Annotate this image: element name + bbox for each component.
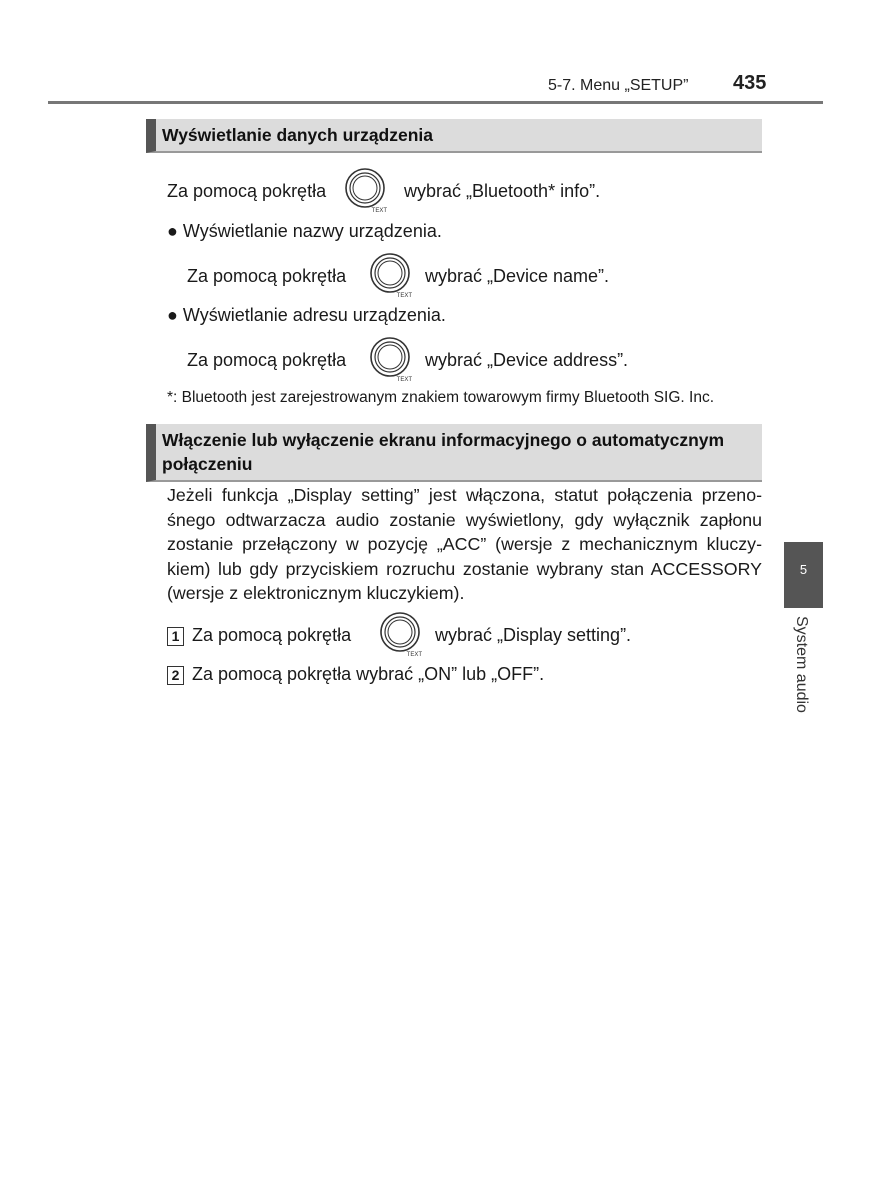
page-number: 435 — [733, 72, 767, 94]
section1-intro-post: wybrać „Bluetooth* info”. — [404, 181, 601, 201]
step-text: Za pomocą pokrętła wybrać „ON” lub „OFF”. — [192, 664, 545, 684]
step-item — [167, 625, 351, 646]
tune-knob-icon — [377, 611, 423, 657]
section2-heading — [146, 424, 762, 482]
bullet1-instr-post: wybrać „Device name”. — [425, 266, 610, 286]
bullet2-instr-post: wybrać „Device address”. — [425, 350, 629, 370]
bullet-dot-icon: ● — [167, 305, 178, 325]
step-text-pre: Za pomocą pokrętła — [192, 625, 352, 645]
tune-knob-icon — [367, 336, 413, 382]
bullet-item — [167, 221, 442, 242]
section1-intro-pre: Za pomocą pokrętła — [167, 181, 327, 201]
tune-knob-icon — [342, 167, 388, 213]
section2-title-line2: połączeniu — [162, 454, 253, 474]
bullet-item — [167, 305, 446, 326]
section1-heading — [146, 119, 762, 153]
knob-text-label: TEXT — [406, 652, 422, 657]
chapter-tab: 5 — [784, 542, 823, 608]
bullet-label: Wyświetlanie adresu urządzenia. — [182, 305, 446, 325]
chapter-label: System audio — [793, 616, 810, 713]
section2-title-line1: Włączenie lub wyłączenie ekranu informacyjnego o automatycznym — [162, 430, 725, 450]
bullet1-instr-pre: Za pomocą pokrętła — [187, 266, 347, 286]
header-divider — [48, 101, 823, 104]
step1-text-post: wybrać „Display setting”. — [435, 625, 632, 645]
bullet-dot-icon: ● — [167, 221, 178, 241]
bullet2-instr-pre: Za pomocą pokrętła — [187, 350, 347, 370]
knob-text-label: TEXT — [396, 377, 412, 382]
footnote: *: Bluetooth jest zarejestrowanym znakiem towarowym firmy Bluetooth SIG. Inc. — [167, 389, 715, 406]
step-item — [167, 664, 544, 685]
knob-text-label: TEXT — [371, 208, 387, 213]
step-number: 1 — [167, 627, 184, 646]
bullet-label: Wyświetlanie nazwy urządzenia. — [182, 221, 442, 241]
section2-paragraph: Jeżeli funkcja „Display setting” jest włączona, statut połączenia przenośnego odtwarzacza audio zostanie wyświetlony, gdy wyłącznik zapłonu zostanie przełączony w pozycję „ACC” (wersje z mechanicznym kluczykiem) lub gdy przyciskiem rozruchu zostanie wybrany stan ACCESSORY (wersje z elektronicznym kluczykiem). — [167, 485, 762, 603]
knob-text-label: TEXT — [396, 293, 412, 298]
step-number: 2 — [167, 666, 184, 685]
section-header: 5-7. Menu „SETUP” — [548, 77, 689, 94]
tune-knob-icon — [367, 252, 413, 298]
section1-title: Wyświetlanie danych urządzenia — [162, 125, 434, 145]
